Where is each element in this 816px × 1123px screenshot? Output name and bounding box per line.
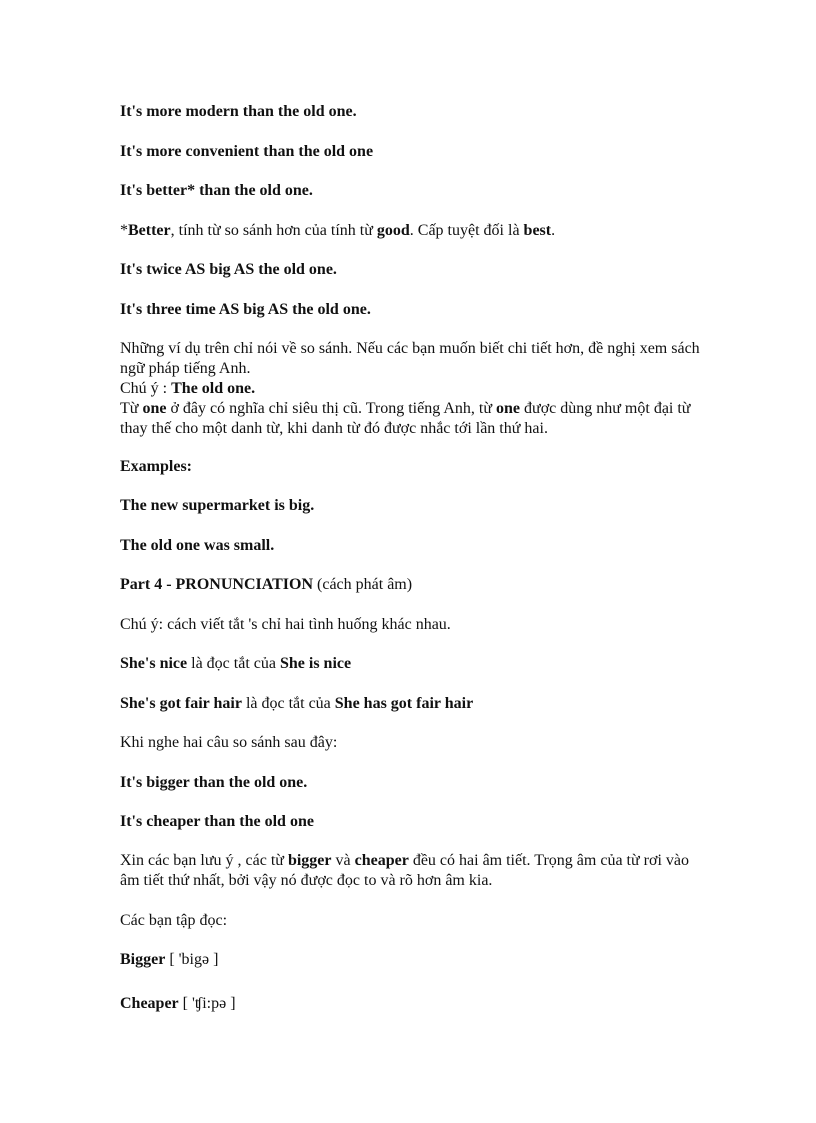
word-bigger: Bigger [ 'bigə ] [120,951,219,968]
note-abbreviation: Chú ý: cách viết tắt 's chỉ hai tình huống khác nhau. [120,616,451,633]
shes-got-fair-hair: She's got fair hair là đọc tắt của She has got fair hair [120,695,474,712]
word-cheaper: Cheaper [ 'ʧi:pə ] [120,995,236,1012]
practice-heading: Các bạn tập đọc: [120,912,228,929]
note-one-meaning: Từ one ở đây có nghĩa chỉ siêu thị cũ. Trong tiếng Anh, từ one được dùng như một đại từ thay thế cho một danh từ, khi danh từ đó được nhắc tới lần thứ hai. [120,400,691,437]
examples-heading: Examples: [120,458,192,475]
sentence-more-convenient: It's more convenient than the old one [120,143,374,160]
note-better: *Better, tính từ so sánh hơn của tính từ good. Cấp tuyệt đối là best. [120,222,556,239]
sentence-three-time: It's three time AS big AS the old one. [120,301,371,318]
sentence-twice: It's twice AS big AS the old one. [120,261,337,278]
sentence-better: It's better* than the old one. [120,182,313,199]
listen-instruction: Khi nghe hai câu so sánh sau đây: [120,734,338,751]
explanation-paragraph: Những ví dụ trên chỉ nói về so sánh. Nếu các bạn muốn biết chi tiết hơn, đề nghị xem sách ngữ pháp tiếng Anh. Chú ý : The old one. Từ one ở đây có nghĩa chỉ siêu thị cũ. Trong tiếng Anh, từ one được dùng như một đại từ thay thế cho một danh từ, khi danh từ đó được nhắc tới lần thứ hai. [120,339,710,439]
sentence-more-modern: It's more modern than the old one. [120,103,357,120]
stress-paragraph: Xin các bạn lưu ý , các từ bigger và cheaper đều có hai âm tiết. Trọng âm của từ rơi vào âm tiết thứ nhất, bởi vậy nó được đọc to và rõ hơn âm kia. [120,852,689,889]
sentence-cheaper: It's cheaper than the old one [120,813,314,830]
sentence-bigger: It's bigger than the old one. [120,774,308,791]
example-new-supermarket: The new supermarket is big. [120,497,315,514]
note-old-one: Chú ý : The old one. [120,380,256,397]
example-old-one: The old one was small. [120,537,275,554]
part4-heading: Part 4 - PRONUNCIATION (cách phát âm) [120,576,413,593]
shes-nice: She's nice là đọc tắt của She is nice [120,655,352,672]
